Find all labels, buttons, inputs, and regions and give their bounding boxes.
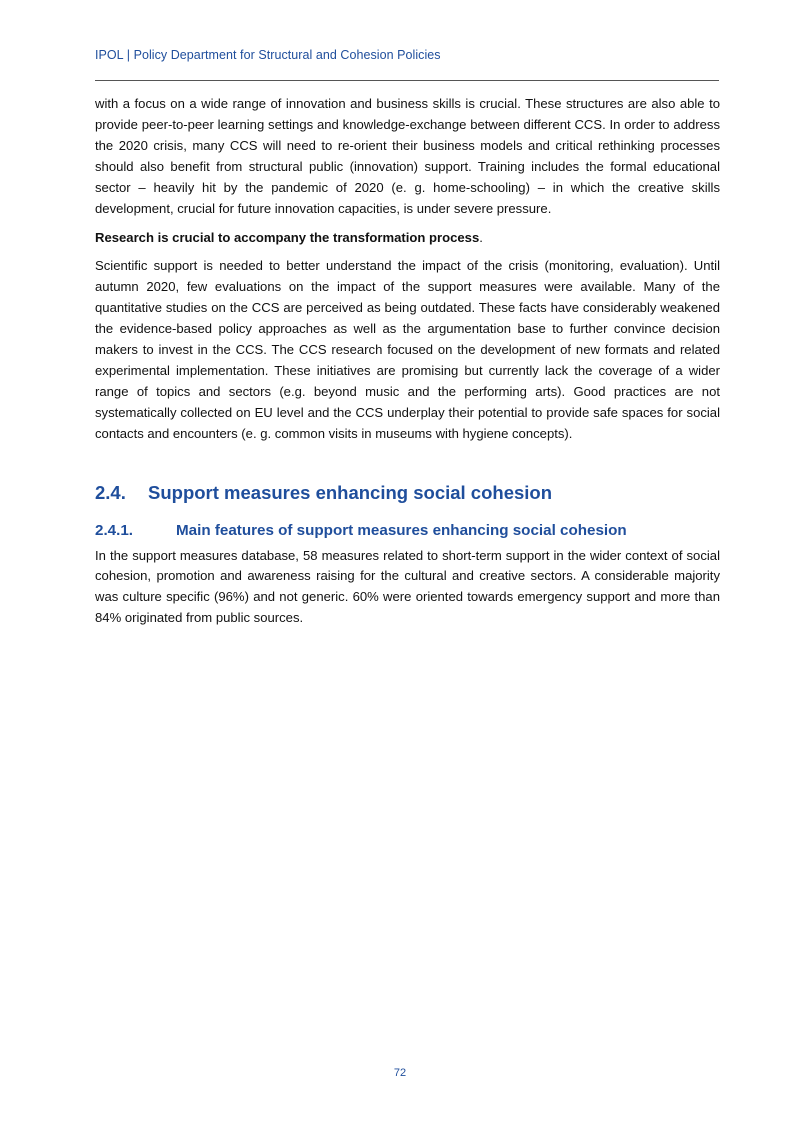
page-number: 72 [393,1067,407,1079]
paragraph-social-cohesion: In the support measures database, 58 measures related to short-term support in the wider context of social cohesion, promotion and awareness raising for the cultural and creative sectors. A considerable majority was culture specific (96%) and not generic. 60% were oriented towards emergency support and more than 84% originated from public sources. [95,547,720,626]
research-statement [95,228,720,249]
section-number: 2.4. [95,481,126,503]
section-title: Support measures enhancing social cohesion [148,481,553,503]
subsection-title: Main features of support measures enhancing social cohesion [176,521,627,539]
running-header: IPOL | Policy Department for Structural and Cohesion Policies [95,48,441,62]
header-divider [95,80,719,81]
research-statement-period: . [479,230,483,246]
research-statement-bold: Research is crucial to accompany the transformation process [95,230,480,246]
section-heading [95,481,720,505]
page-body [95,94,720,638]
paragraph-research: Scientific support is needed to better understand the impact of the crisis (monitoring, evaluation). Until autumn 2020, few evaluations on the impact of the support measures were available. Many of the quantitative studies on the CCS are perceived as being outdated. These facts have considerably weakened the evidence-based policy approaches as well as the argumentation base to further convince decision makers to invest in the CCS. The CCS research focused on the development of new formats and related experimental implementation. These initiatives are promising but currently lack the coverage of a wider range of topics and sectors (e.g. beyond music and the performing arts). Good practices are not systematically collected on EU level and the CCS underplay their potential to provide safe spaces for social contacts and encounters (e. g. common visits in museums with hygiene concepts). [95,258,720,441]
paragraph-training: with a focus on a wide range of innovation and business skills is crucial. These structures are also able to provide peer-to-peer learning settings and knowledge-exchange between different CCS. In order to address the 2020 crisis, many CCS will need to re-orient their business models and critical rethinking processes should also benefit from structural public (innovation) support. Training includes the formal educational sector – heavily hit by the pandemic of 2020 (e. g. home-schooling) – in which the creative skills development, crucial for future innovation capacities, is under severe pressure. [95,96,720,216]
subsection-number: 2.4.1. [95,521,133,539]
subsection-heading [95,520,720,542]
